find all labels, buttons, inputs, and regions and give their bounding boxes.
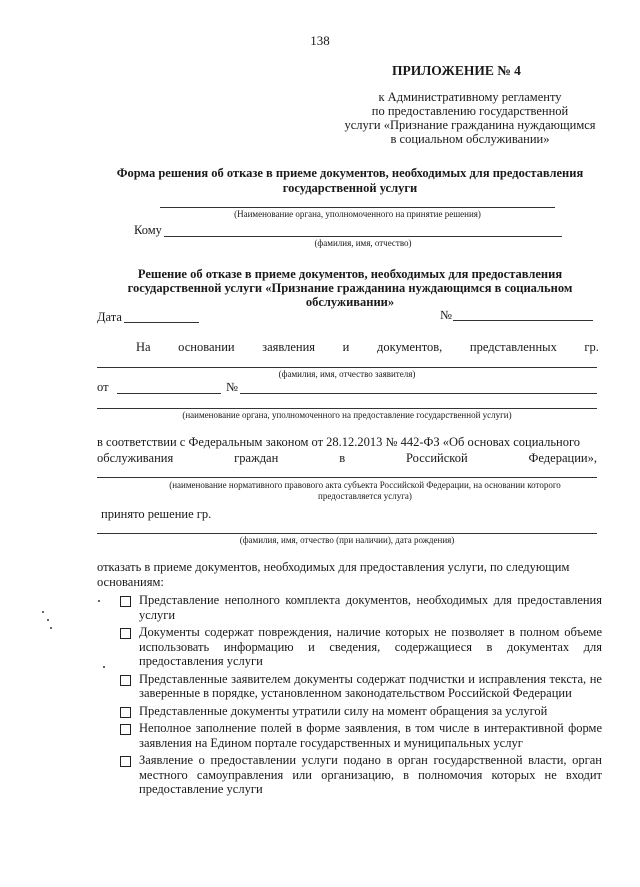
basis-line	[136, 340, 599, 355]
reason-item	[117, 672, 602, 701]
checkbox[interactable]	[120, 596, 131, 607]
checkbox[interactable]	[120, 756, 131, 767]
reason-item	[117, 625, 602, 669]
applicant-caption: (фамилия, имя, отчество заявителя)	[278, 369, 416, 379]
appendix-line: услуги «Признание гражданина нуждающимся	[344, 118, 596, 132]
reason-text: Неполное заполнение полей в форме заявления, в том числе в интерактивной форме заявления на Едином портале государственных и муниципальных услуг	[139, 721, 602, 750]
basis-word: основании	[178, 340, 235, 354]
checkbox[interactable]	[120, 675, 131, 686]
reason-item	[117, 721, 602, 750]
regulation-caption: (наименование нормативного правового акта субъекта Российской Федерации, на основании которого предоставляется услуга)	[169, 480, 561, 501]
page-number: 138	[310, 33, 330, 48]
to-label: Кому	[134, 223, 162, 237]
person-caption: (фамилия, имя, отчество (при наличии), дата рождения)	[239, 535, 455, 545]
basis-word: документов,	[376, 340, 443, 354]
decision-title: Решение об отказе в приеме документов, необходимых для предоставления государственной услуги «Признание гражданина нуждающимся в социальном обслуживании»	[127, 267, 573, 309]
scan-speck	[42, 611, 44, 613]
checkbox[interactable]	[120, 707, 131, 718]
number-label: №	[440, 308, 452, 322]
form-title: Форма решения об отказе в приеме документов, необходимых для предоставления государственной услуги	[116, 166, 584, 195]
scan-speck	[103, 666, 105, 668]
appendix-line: к Административному регламенту	[378, 90, 562, 104]
basis-word: гр.	[584, 340, 599, 354]
org-name-line	[160, 207, 555, 208]
scan-speck	[50, 627, 52, 629]
date-label: Дата	[97, 310, 122, 324]
reason-text: Представленные заявителем документы содержат подчистки и исправления текста, не заверенные в порядке, установленном законодательством Российской Федерации	[139, 671, 602, 700]
regulation-line	[97, 477, 597, 478]
reason-item	[117, 753, 602, 797]
from-number-label: №	[226, 380, 238, 394]
basis-word: На	[136, 340, 151, 354]
from-label: от	[97, 380, 109, 394]
scan-speck	[98, 600, 100, 602]
applicant-line	[97, 367, 597, 368]
auth-org-caption: (наименование органа, уполномоченного на предоставление государственной услуги)	[182, 410, 512, 420]
appendix-title: ПРИЛОЖЕНИЕ № 4	[392, 63, 521, 78]
auth-org-line	[97, 408, 597, 409]
law-line-2	[97, 451, 597, 466]
from-number-line	[240, 393, 597, 394]
to-line	[164, 236, 562, 237]
reason-text: Представленные документы утратили силу на момент обращения за услугой	[139, 703, 548, 718]
number-line	[453, 320, 593, 321]
law-word: граждан	[234, 451, 279, 465]
appendix-line: в социальном обслуживании»	[390, 132, 550, 146]
to-caption: (фамилия, имя, отчество)	[314, 238, 412, 248]
reason-text: Документы содержат повреждения, наличие которых не позволяет в полном объеме использовать информацию и сведения, содержащиеся в документах для предоставления услуги	[139, 625, 602, 668]
date-line	[124, 322, 199, 323]
law-line-1: в соответствии с Федеральным законом от 28.12.2013 № 442-ФЗ «Об основах социального	[97, 435, 581, 449]
appendix-line: по предоставлению государственной	[371, 104, 569, 118]
person-line	[97, 533, 597, 534]
scan-speck	[47, 619, 49, 621]
reasons-list	[117, 593, 602, 800]
basis-word: и	[342, 340, 350, 354]
reason-text: Заявление о предоставлении услуги подано в орган государственной власти, орган местного самоуправления или организацию, в полномочия которых не входит предоставление услуги	[139, 753, 602, 796]
basis-word: представленных	[469, 340, 557, 354]
checkbox[interactable]	[120, 628, 131, 639]
from-date-line	[117, 393, 221, 394]
decision-made-label: принято решение гр.	[101, 507, 212, 521]
law-word: в	[339, 451, 346, 465]
law-word: обслуживания	[97, 451, 174, 465]
law-word: Федерации»,	[528, 451, 597, 465]
checkbox[interactable]	[120, 724, 131, 735]
reason-item	[117, 593, 602, 622]
org-name-caption: (Наименование органа, уполномоченного на принятие решения)	[234, 209, 481, 219]
basis-word: заявления	[262, 340, 316, 354]
appendix-subtitle	[310, 90, 630, 146]
law-word: Российской	[406, 451, 468, 465]
reason-text: Представление неполного комплекта документов, необходимых для предоставления услуги	[139, 593, 602, 622]
reason-item	[117, 704, 602, 719]
refuse-text: отказать в приеме документов, необходимых для предоставления услуги, по следующим основаниям:	[97, 560, 570, 589]
